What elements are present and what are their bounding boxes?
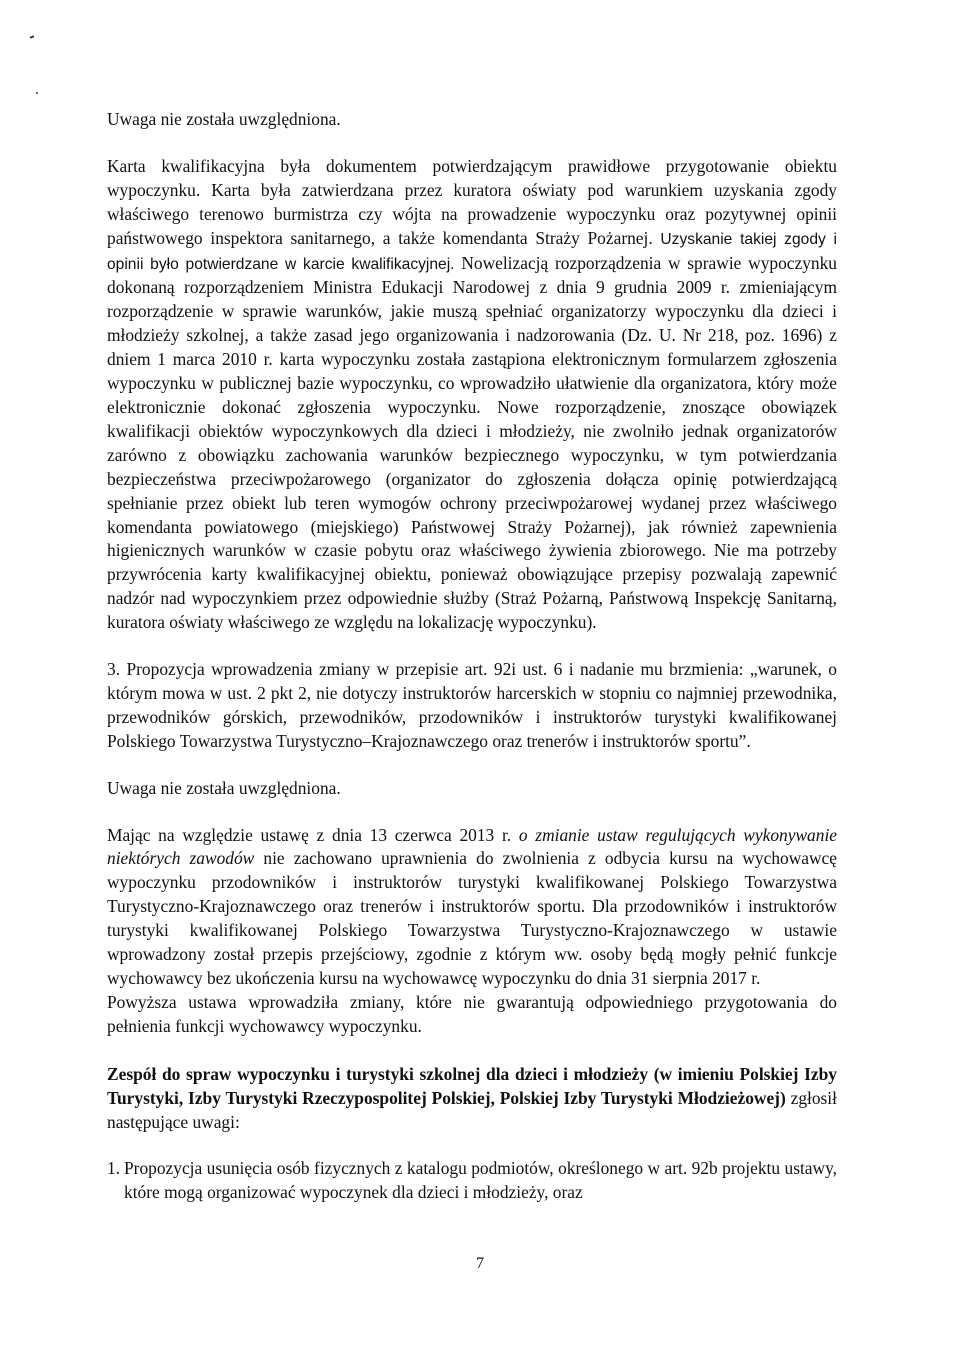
act-title-italic: o zmianie ustaw regulujących wykonywanie niektórych zawodów	[107, 824, 837, 869]
scan-speck	[30, 35, 34, 38]
paragraph-remark-not-accepted-2: Uwaga nie została uwzględniona.	[107, 777, 341, 798]
paragraph-qualification-card	[107, 155, 837, 635]
scan-speck	[36, 92, 38, 94]
list-item-text: Propozycja usunięcia osób fizycznych z katalogu podmiotów, określonego w art. 92b projektu ustawy, które mogą organizować wypoczynek dla dzieci i młodzieży, oraz	[124, 1158, 837, 1203]
document-body	[107, 108, 837, 1205]
page-number: 7	[476, 1255, 484, 1272]
list-item-number: 1.	[107, 1158, 121, 1179]
paragraph-text: Karta kwalifikacyjna była dokumentem potwierdzającym prawidłowe przygotowanie obiektu wypoczynku. Karta była zatwierdzana przez kuratora oświaty pod warunkiem uzyskania zgody właściwego terenowo burmistrza czy wójta na prowadzenie wypoczynku oraz pozytywnej opinii państwowego inspektora sanitarnego, a także komendanta Straży Pożarnej.	[107, 155, 837, 248]
paragraph-text: zgłosił następujące uwagi:	[107, 1087, 837, 1132]
paragraph-proposal-3: 3. Propozycja wprowadzenia zmiany w przepisie art. 92i ust. 6 i nadanie mu brzmienia: „warunek, o którym mowa w ust. 2 pkt 2, nie dotyczy instruktorów harcerskich w stopniu co najmniej przewodnika, przewodników górskich, przewodników, przodowników i instruktorów turystyki kwalifikowanej Polskiego Towarzystwa Turystyczno–Krajoznawczego oraz trenerów i instruktorów sportu”.	[107, 659, 837, 751]
paragraph-act-reference	[107, 824, 837, 991]
team-name-bold: Zespół do spraw wypoczynku i turystyki szkolnej dla dzieci i młodzieży (w imieniu Polskiej Izby Turystyki, Izby Turystyki Rzeczypospolitej Polskiej, Polskiej Izby Turystyki Młodzieżowej)	[107, 1063, 837, 1108]
paragraph-text: Uzyskanie takiej zgody i opinii było potwierdzane w karcie kwalifikacyjnej.	[107, 230, 837, 273]
paragraph-remark-not-accepted: Uwaga nie została uwzględniona.	[107, 109, 341, 129]
list-item	[107, 1157, 837, 1205]
paragraph-team-remarks	[107, 1063, 837, 1135]
paragraph-text: nie zachowano uprawnienia do zwolnienia z odbycia kursu na wychowawcę wypoczynku przodowników i instruktorów turystyki kwalifikowanej Polskiego Towarzystwa Turystyczno-Krajoznawczego oraz trenerów i instruktorów sportu. Dla przodowników i instruktorów turystyki kwalifikowanej Polskiego Towarzystwa Turystyczno-Krajoznawczego w ustawie wprowadzony został przepis przejściowy, zgodnie z którym ww. osoby będą mogły pełnić funkcje wychowawcy bez ukończenia kursu na wychowawcę wypoczynku do dnia 31 sierpnia 2017 r.	[107, 848, 837, 988]
paragraph-act-consequence: Powyższa ustawa wprowadziła zmiany, które nie gwarantują odpowiedniego przygotowania do pełnienia funkcji wychowawcy wypoczynku.	[107, 991, 837, 1036]
paragraph-text: Mając na względzie ustawę z dnia 13 czerwca 2013 r.	[107, 824, 519, 845]
paragraph-text: Nowelizacją rozporządzenia w sprawie wypoczynku dokonaną rozporządzeniem Ministra Edukacji Narodowej z dnia 9 grudnia 2009 r. zmieniającym rozporządzenie w sprawie warunków, jakie muszą spełniać organizatorzy wypoczynku dla dzieci i młodzieży szkolnej, a także zasad jego organizowania i nadzorowania (Dz. U. Nr 218, poz. 1696) z dniem 1 marca 2010 r. karta wypoczynku została zastąpiona elektronicznym formularzem zgłoszenia wypoczynku w publicznej bazie wypoczynku, co wprowadziło ułatwienie dla organizatora, który może elektronicznie dokonać zgłoszenia wypoczynku. Nowe rozporządzenie, znoszące obowiązek kwalifikacji obiektów wypoczynkowych dla dzieci i młodzieży, nie zwolniło jednak organizatorów zarówno z obowiązku zachowania warunków bezpiecznego wypoczynku, w tym potwierdzania bezpieczeństwa przeciwpożarowego (organizator do zgłoszenia dołącza opinię potwierdzającą spełnianie przez obiekt lub teren wymogów ochrony przeciwpożarowej wydanej przez właściwego komendanta powiatowego (miejskiego) Państwowej Straży Pożarnej), jak również zapewnienia higienicznych warunków w czasie pobytu oraz właściwego żywienia zbiorowego. Nie ma potrzeby przywrócenia karty kwalifikacyjnej obiektu, ponieważ obowiązujące przepisy pozwalają zapewnić nadzór nad wypoczynkiem przez odpowiednie służby (Straż Pożarną, Państwową Inspekcję Sanitarną, kuratora oświaty właściwego ze względu na lokalizację wypoczynku).	[107, 252, 837, 633]
